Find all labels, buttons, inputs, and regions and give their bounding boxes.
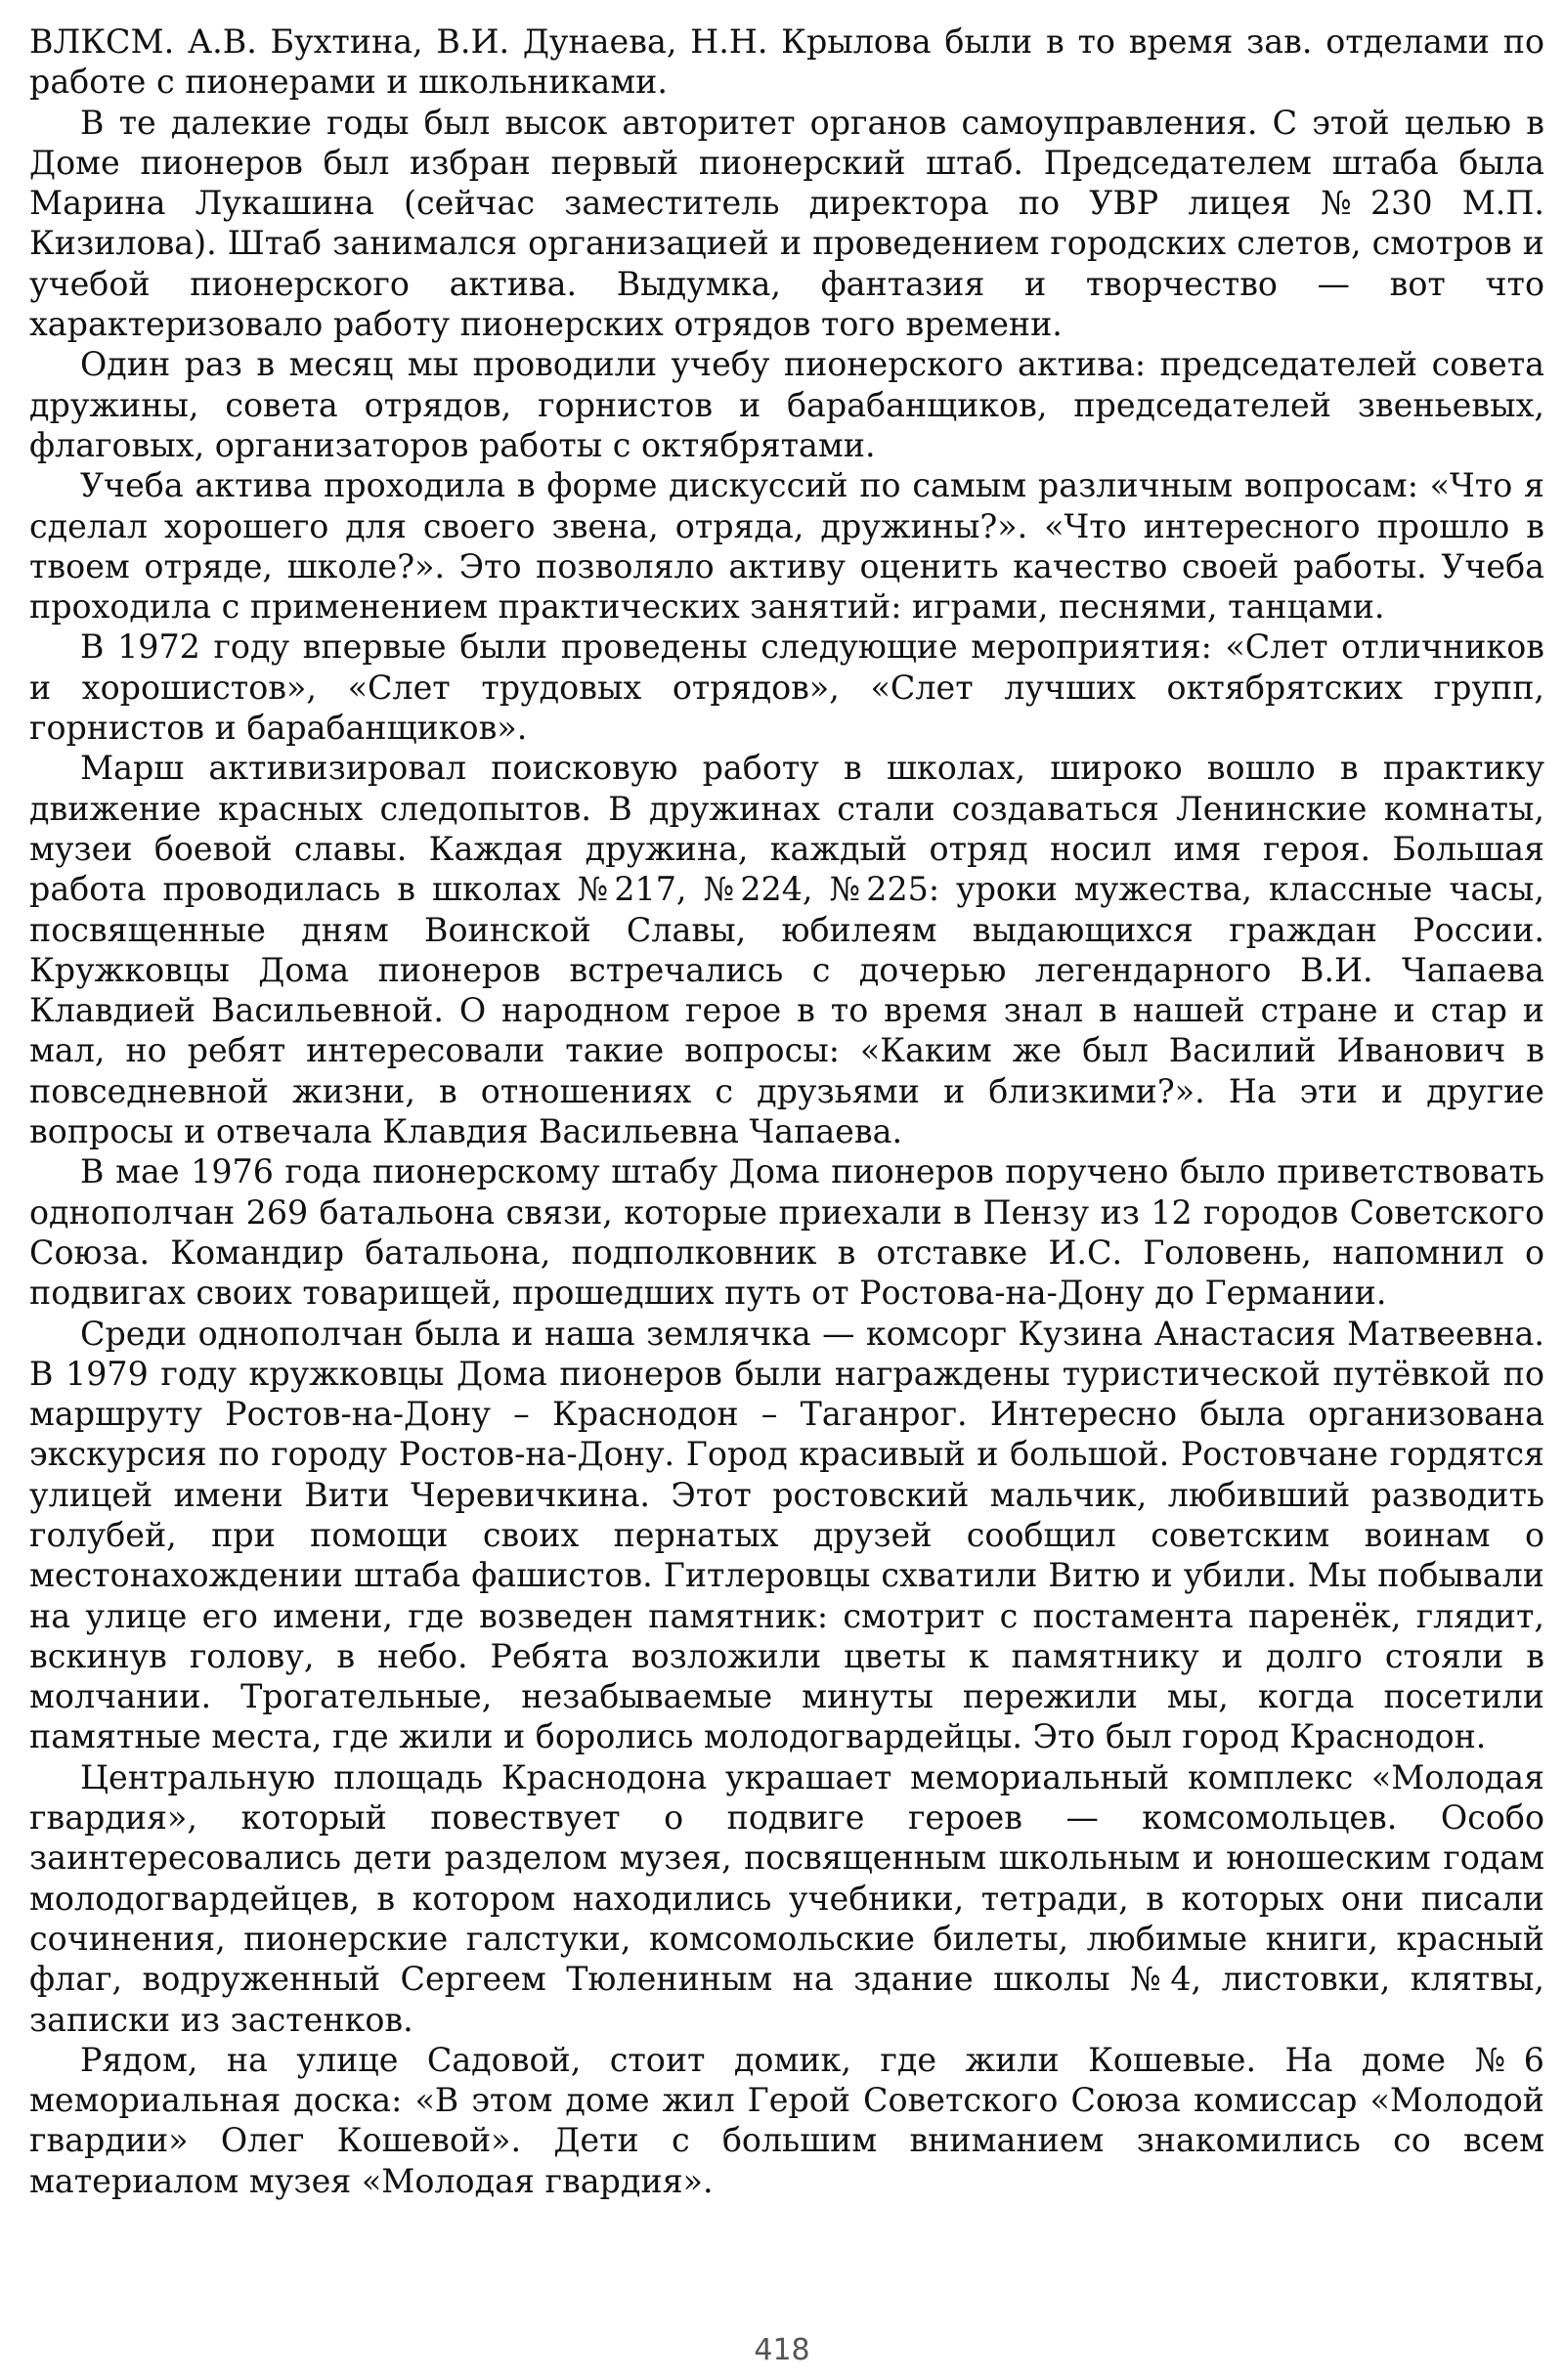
- paragraph-8: Среди однополчан была и наша землячка — комсорг Кузина Анастасия Матвеевна. В 1979 году кружковцы Дома пионеров были награждены туристической путёвкой по маршруту Ростов-на-Дону – Краснодон – Таганрог. Интересно была организована экскурсия по городу Ростов-на-Дону. Город красивый и большой. Ростовчане гордятся улицей имени Вити Черевичкина. Этот ростовский мальчик, любивший разводить голубей, при помощи своих пернатых друзей сообщил советским воинам о местонахождении штаба фашистов. Гитлеровцы схватили Витю и убили. Мы побывали на улице его имени, где возведен памятник: смотрит с постамента паренёк, глядит, вскинув голову, в небо. Ребята возложили цветы к памятнику и долго стояли в молчании. Трогательные, незабываемые минуты пережили мы, когда посетили памятные места, где жили и боролись молодогвардейцы. Это был город Краснодон.: [29, 1314, 1544, 1756]
- paragraph-4: Учеба актива проходила в форме дискуссий по самым различным вопросам: «Что я сделал хорошего для своего звена, отряда, дружины?». «Что интересного прошло в твоем отряде, школе?». Это позволяло активу оценить качество своей работы. Учеба проходила с применением практических занятий: играми, песнями, танцами.: [29, 466, 1544, 627]
- paragraph-7: В мае 1976 года пионерскому штабу Дома пионеров поручено было приветствовать однополчан 269 батальона связи, которые приехали в Пензу из 12 городов Советского Союза. Командир батальона, подполковник в отставке И.С. Головень, напомнил о подвигах своих товарищей, прошедших путь от Ростова-на-Дону до Германии.: [29, 1152, 1544, 1313]
- paragraph-9: Центральную площадь Краснодона украшает мемориальный комплекс «Молодая гвардия», который повествует о подвиге героев — комсомольцев. Особо заинтересовались дети разделом музея, посвященным школьным и юношеским годам молодогвардейцев, в котором находились учебники, тетради, в которых они писали сочинения, пионерские галстуки, комсомольские билеты, любимые книги, красный флаг, водруженный Сергеем Тюлениным на здание школы №4, листовки, клятвы, записки из застенков.: [29, 1757, 1544, 2039]
- page-body: [29, 22, 1544, 2201]
- paragraph-2: В те далекие годы был высок авторитет органов самоуправления. С этой целью в Доме пионеров был избран первый пионерский штаб. Председателем штаба была Марина Лукашина (сейчас заместитель директора по УВР лицея №230 М.П. Кизилова). Штаб занимался организацией и проведением городских слетов, смотров и учебой пионерского актива. Выдумка, фантазия и творчество — вот что характеризовало работу пионерских отрядов того времени.: [29, 103, 1544, 344]
- paragraph-1: ВЛКСМ. А.В. Бухтина, В.И. Дунаева, Н.Н. Крылова были в то время зав. отделами по работе с пионерами и школьниками.: [29, 22, 1544, 102]
- paragraph-6: Марш активизировал поисковую работу в школах, широко вошло в практику движение красных следопытов. В дружинах стали создаваться Ленинские комнаты, музеи боевой славы. Каждая дружина, каждый отряд носил имя героя. Большая работа проводилась в школах №217, №224, №225: уроки мужества, классные часы, посвященные дням Воинской Славы, юбилеям выдающихся граждан России. Кружковцы Дома пионеров встречались с дочерью легендарного В.И. Чапаева Клавдией Васильевной. О народном герое в то время знал в нашей стране и стар и мал, но ребят интересовали такие вопросы: «Каким же был Василий Иванович в повседневной жизни, в отношениях с друзьями и близкими?». На эти и другие вопросы и отвечала Клавдия Васильевна Чапаева.: [29, 749, 1544, 1151]
- page-number: 418: [754, 2333, 810, 2367]
- paragraph-3: Один раз в месяц мы проводили учебу пионерского актива: председателей совета дружины, совета отрядов, горнистов и барабанщиков, председателей звеньевых, флаговых, организаторов работы с октябрятами.: [29, 345, 1544, 464]
- paragraph-5: В 1972 году впервые были проведены следующие мероприятия: «Слет отличников и хорошистов», «Слет трудовых отрядов», «Слет лучших октябрятских групп, горнистов и барабанщиков».: [29, 627, 1544, 748]
- paragraph-10: Рядом, на улице Садовой, стоит домик, где жили Кошевые. На доме №6 мемориальная доска: «В этом доме жил Герой Советского Союза комиссар «Молодой гвардии» Олег Кошевой». Дети с большим вниманием знакомились со всем материалом музея «Молодая гвардия».: [29, 2040, 1544, 2200]
